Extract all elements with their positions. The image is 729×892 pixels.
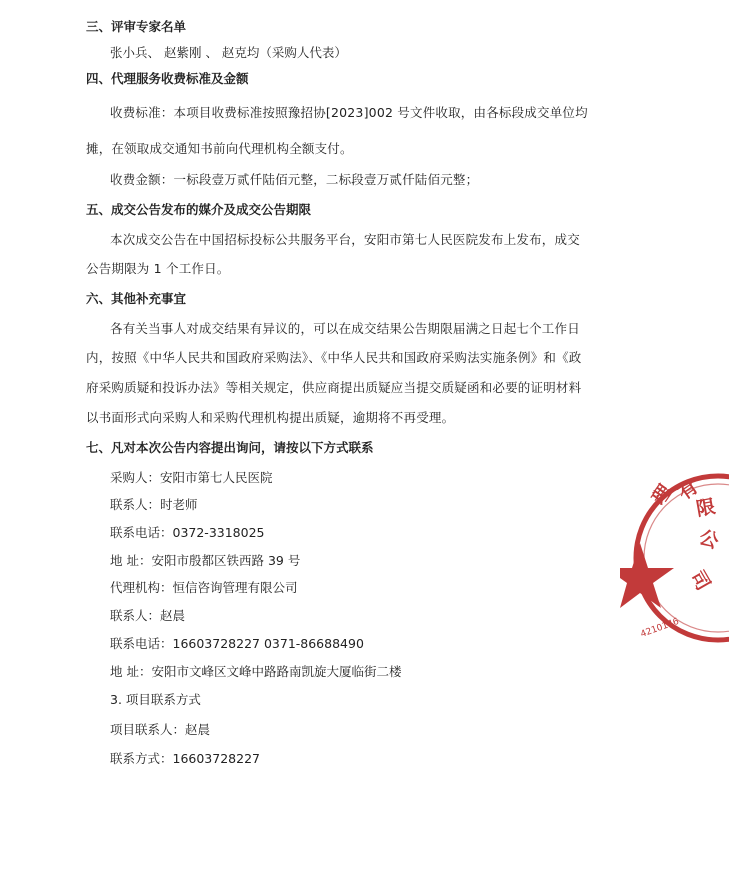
agency-phone: 联系电话：16603728227 0371-86688490: [110, 636, 364, 651]
svg-text:公: 公: [696, 526, 722, 554]
section-5-heading: 五、成交公告发布的媒介及成交公告期限: [86, 202, 312, 217]
fee-standard-line-1: 收费标准：本项目收费标准按照豫招协[2023]002 号文件收取，由各标段成交单位均: [110, 105, 588, 120]
section-4-heading: 四、代理服务收费标准及金额: [86, 71, 249, 86]
seal-number: 4210146: [639, 616, 681, 640]
agency-address: 地 址：安阳市文峰区文峰中路路南凯旋大厦临街二楼: [110, 664, 402, 679]
other-matters-line-3: 府采购质疑和投诉办法》等相关规定，供应商提出质疑应当提交质疑函和必要的证明材料: [86, 380, 582, 395]
section-3-heading: 三、评审专家名单: [86, 19, 187, 34]
project-contact-phone: 联系方式：16603728227: [110, 751, 260, 766]
svg-text:理: 理: [647, 480, 677, 509]
company-seal: [620, 468, 729, 648]
fee-amount: 收费金额：一标段壹万贰仟陆佰元整，二标段壹万贰仟陆佰元整；: [110, 172, 479, 187]
purchaser-contact: 联系人：时老师: [110, 497, 198, 512]
project-contact-heading: 3. 项目联系方式: [110, 692, 201, 707]
svg-text:限: 限: [694, 495, 718, 521]
other-matters-line-2: 内，按照《中华人民共和国政府采购法》、《中华人民共和国政府采购法实施条例》和《政: [86, 350, 582, 365]
purchaser-phone: 联系电话：0372-3318025: [110, 525, 265, 540]
purchaser-address: 地 址：安阳市殷都区铁西路 39 号: [110, 553, 301, 568]
publish-media-line-2: 公告期限为 1 个工作日。: [86, 261, 230, 276]
publish-media-line-1: 本次成交公告在中国招标投标公共服务平台，安阳市第七人民医院发布上发布，成交: [110, 232, 580, 247]
svg-text:有: 有: [674, 475, 703, 505]
seal-ring: [636, 476, 729, 640]
agency-name: 代理机构：恒信咨询管理有限公司: [110, 580, 298, 595]
fee-standard-line-2: 摊，在领取成交通知书前向代理机构全额支付。: [86, 141, 353, 156]
section-7-heading: 七、凡对本次公告内容提出询问，请按以下方式联系: [86, 440, 374, 455]
expert-list: 张小兵、 赵紫刚 、 赵克均（采购人代表）: [110, 45, 347, 60]
svg-text:司: 司: [685, 566, 715, 595]
project-contact-person: 项目联系人：赵晨: [110, 722, 211, 737]
other-matters-line-1: 各有关当事人对成交结果有异议的，可以在成交结果公告期限届满之日起七个工作日: [110, 321, 580, 336]
purchaser-name: 采购人：安阳市第七人民医院: [110, 470, 273, 485]
other-matters-line-4: 以书面形式向采购人和采购代理机构提出质疑，逾期将不再受理。: [86, 410, 455, 425]
section-6-heading: 六、其他补充事宜: [86, 291, 187, 306]
agency-contact: 联系人：赵晨: [110, 608, 186, 623]
